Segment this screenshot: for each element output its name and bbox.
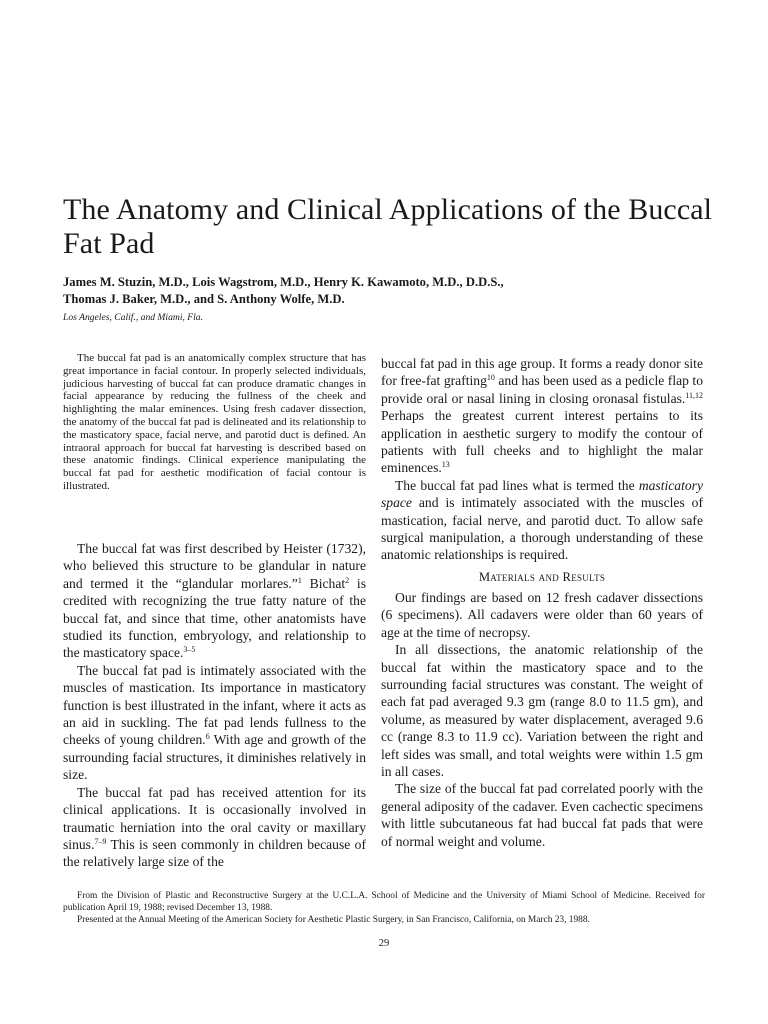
citation: 13 bbox=[441, 460, 450, 470]
citation: 1 bbox=[297, 575, 302, 585]
article-title: The Anatomy and Clinical Applications of the Buccal Fat Pad bbox=[63, 193, 713, 260]
citation: 11,12 bbox=[685, 390, 703, 400]
affiliation: Los Angeles, Calif., and Miami, Fla. bbox=[63, 312, 203, 323]
footnote-line: From the Division of Plastic and Reconstructive Surgery at the U.C.L.A. School of Medicine and the University of Miami School of Medicine. Received for publication April 19, 1988; revised December 13, 1988. bbox=[63, 891, 705, 913]
emphasis-term: masticatory space bbox=[381, 477, 703, 511]
citation: 3–5 bbox=[183, 645, 196, 655]
author-line-1: James M. Stuzin, M.D., Lois Wagstrom, M.D., Henry K. Kawamoto, M.D., D.D.S., bbox=[63, 275, 504, 289]
author-list bbox=[63, 274, 723, 308]
body-column-left bbox=[63, 540, 366, 871]
section-heading: Materials and Results bbox=[478, 569, 606, 584]
paragraph: The buccal fat was first described by Heister (1732), who believed this structure to be glandular in nature and termed it the “glandular morlares.”$^1$ Bichat$^2$ is credited with recognizing the true fatty nature of the buccal fat, and since that time, other anatomists have studied its function, embryology, and relationship to the masticatory space.$^{3-5}$ bbox=[63, 541, 366, 661]
page-number: 29 bbox=[378, 938, 390, 949]
abstract: The buccal fat pad is an anatomically complex structure that has great importance in facial contour. In properly selected individuals, judicious harvesting of buccal fat can produce dramatic changes in facial appearance by reducing the fullness of the cheek and highlighting the malar eminences. Using fresh cadaver dissection, the anatomy of the buccal fat pad is delineated and its relationship to the masticatory space, facial nerve, and parotid duct is defined. An intraoral approach for buccal fat harvesting is described based on these anatomic findings. Clinical experience manipulating the buccal fat pad for aesthetic modification of facial contour is illustrated. bbox=[63, 352, 366, 492]
author-line-2: Thomas J. Baker, M.D., and S. Anthony Wolfe, M.D. bbox=[63, 292, 345, 306]
paragraph: The buccal fat pad is intimately associated with the muscles of mastication. Its importance in masticatory function is best illustrated in the infant, where it acts as an aid in suckling. The fat pad lends fullness to the cheeks of young children.$^6$ With age and growth of the surrounding facial structures, it diminishes relatively in size. bbox=[63, 662, 366, 783]
footnote-line: Presented at the Annual Meeting of the American Society for Aesthetic Plastic Surgery, in San Francisco, California, on March 23, 1988. bbox=[77, 915, 590, 925]
paragraph: In all dissections, the anatomic relationship of the buccal fat within the masticatory space and to the surrounding facial structures was constant. The weight of each fat pad averaged 9.3 gm (range 8.0 to 11.5 gm), and volume, as measured by water displacement, averaged 9.6 cc (range 8.3 to 11.9 cc). Variation between the right and left sides was small, and total weights were within 1.5 gm in all cases. bbox=[381, 642, 703, 779]
paragraph: Our findings are based on 12 fresh cadaver dissections (6 specimens). All cadavers were older than 60 years of age at the time of necropsy. bbox=[381, 589, 703, 640]
paragraph: The buccal fat pad has received attention for its clinical applications. It is occasionally involved in traumatic herniation into the oral cavity or maxillary sinus.$^{7-9}$ This is seen commonly in children because of the relatively large size of the bbox=[63, 784, 366, 870]
citation: 6 bbox=[205, 732, 210, 742]
body-column-right bbox=[381, 355, 703, 850]
citation: 10 bbox=[486, 373, 495, 383]
paragraph: buccal fat pad in this age group. It forms a ready donor site for free-fat grafting$^{10}$ and has been used as a pedicle flap to provide oral or nasal lining in closing oronasal fistulas.$^{11,12}$ Perhaps the greatest current interest pertains to its application in aesthetic surgery to modify the contour of patients with full cheeks and to highlight the malar eminences.$^{13}$ bbox=[381, 356, 703, 476]
citation: 2 bbox=[345, 575, 350, 585]
citation: 7–9 bbox=[94, 836, 107, 846]
paragraph: The buccal fat pad lines what is termed the masticatory space and is intimately associated with the muscles of mastication, facial nerve, and parotid duct. To allow safe surgical manipulation, a thorough understanding of these anatomic relationships is required. bbox=[381, 477, 703, 563]
paragraph: The size of the buccal fat pad correlated poorly with the general adiposity of the cadaver. Even cachectic specimens with little subcutaneous fat had buccal fat pads that were of normal weight and volume. bbox=[381, 781, 703, 849]
footnotes bbox=[63, 890, 705, 926]
